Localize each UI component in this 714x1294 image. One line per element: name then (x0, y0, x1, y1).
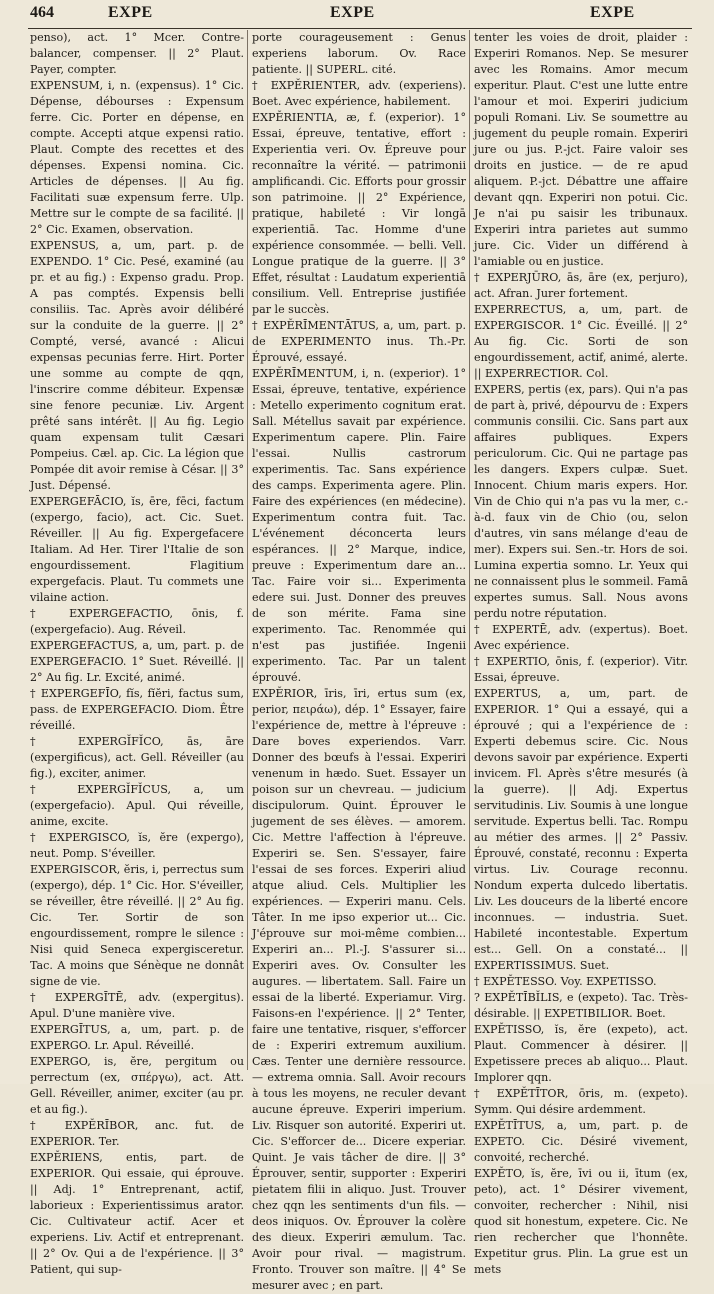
dictionary-entry: † EXPĔRĪMENTĀTUS, a, um, part. p. de EXPERIMENTO inus. Th.-Pr. Éprouvé, essayé. (252, 319, 466, 364)
dictionary-entry: † EXPERGĬFĬCO, ās, āre (expergificus), act. Gell. Réveiller (au fig.), exciter, animer. (30, 735, 244, 780)
dictionary-entry: † EXPERGĬFĬCUS, a, um (expergefacio). Apul. Qui réveille, anime, excite. (30, 783, 244, 828)
dictionary-entry: penso), act. 1° Mcer. Contre-balancer, compenser. || 2° Plaut. Payer, compter. (30, 31, 244, 76)
running-head-left: EXPE (108, 4, 153, 21)
dictionary-entry: † EXPERGEFACTIO, ōnis, f. (expergefacio). Aug. Réveil. (30, 607, 244, 636)
dictionary-entry: EXPĔRIOR, īris, īri, ertus sum (ex, perior, πειράω), dép. 1° Essayer, faire l'expérience de, mettre à l'épreuve : Dare boves experiendos. Varr. Donner des bœufs à l'essai. Experiri venenum in hædo. Suet. Essayer un poison sur un chevreau. — judicium discipulorum. Quint. Éprouver le jugement de ses élèves. — amorem. Cic. Mettre l'affection à l'épreuve. Experiri se. Sen. S'essayer, faire l'essai de ses forces. Experiri aliud atque aliud. Cels. Multiplier les expériences. — Experiri manu. Cels. Tâter. In me ipso experior ut... Cic. J'éprouve sur moi-même combien... Experiri an... Pl.-J. S'assurer si... Experiri aves. Ov. Consulter les augures. — libertatem. Sall. Faire un essai de la liberté. Experiamur. Virg. Faisons-en l'expérience. || 2° Tenter, faire une tentative, risquer, s'efforcer de : Experiri extremum auxilium. Cæs. Tenter une dernière ressource. — extrema omnia. Sall. Avoir recours à tous les moyens, ne reculer devant aucune épreuve. Experiri imperium. Liv. Risquer son autorité. Experiri ut. Cic. S'efforcer de... Dicere experiar. Quint. Je vais tâcher de dire. || 3° Éprouver, sentir, supporter : Experiri pietatem filii in aliquo. Just. Trouver chez qqn les sentiments d'un fils. — deos iniquos. Ov. Éprouver la colère des dieux. Experiri æmulum. Tac. Avoir pour rival. — magistrum. Fronto. Trouver son maître. || 4° Se mesurer avec ; en part. (252, 687, 466, 1292)
dictionary-entry: EXPERRECTUS, a, um, part. de EXPERGISCOR. 1° Cic. Éveillé. || 2° Au fig. Cic. Sorti de son engourdissement, actif, animé, alerte. || EXPERRECTIOR. Col. (474, 303, 688, 380)
page-header (30, 4, 690, 26)
page-number: 464 (30, 4, 54, 21)
dictionary-entry: tenter les voies de droit, plaider : Experiri Romanos. Nep. Se mesurer avec les Romains. Amor mecum experitur. Plaut. C'est une lutte entre l'amour et moi. Experiri judicium populi Romani. Liv. Se soumettre au jugement du peuple romain. Experiri jure ou jus. P.-jct. Faire valoir ses droits en justice. — de re apud aliquem. P.-jct. Débattre une affaire devant qqn. Experiri non potui. Cic. Je n'ai pu saisir les tribunaux. Experiri intra parietes aut summo jure. Cic. Vider un différend à l'amiable ou en justice. (474, 31, 688, 268)
dictionary-entry: EXPERS, pertis (ex, pars). Qui n'a pas de part à, privé, dépourvu de : Expers communis consilii. Cic. Sans part aux affaires publiques. Expers periculorum. Cic. Qui ne partage pas les dangers. Expers culpæ. Suet. Innocent. Chium maris expers. Hor. Vin de Chio qui n'a pas vu la mer, c.-à-d. faux vin de Chio (ou, selon d'autres, vin sans mélange d'eau de mer). Expers sui. Sen.-tr. Hors de soi. Lumina expertia somno. Lr. Yeux qui ne connaissent plus le sommeil. Famā expertes sumus. Sall. Nous avons perdu notre réputation. (474, 383, 689, 620)
dictionary-entry: ? EXPĔTĪBĬLIS, e (expeto). Tac. Très-désirable. || EXPETIBILIOR. Boet. (474, 991, 688, 1020)
header-rule (28, 28, 692, 29)
dictionary-entry: EXPERGISCOR, ĕris, i, perrectus sum (expergo), dép. 1° Cic. Hor. S'éveiller, se réveiller, être réveillé. || 2° Au fig. Cic. Ter. Sortir de son engourdissement, rompre le silence : Nisi quid Seneca expergisceretur. Tac. A moins que Sénèque ne donnât signe de vie. (30, 863, 244, 988)
dictionary-entry: porte courageusement : Genus experiens laborum. Ov. Race patiente. || SUPERL. cité. (252, 31, 466, 76)
dictionary-entry: † EXPĔTĪTOR, ōris, m. (expeto). Symm. Qui désire ardemment. (474, 1087, 688, 1116)
dictionary-entry: EXPĔTISSO, ĭs, ĕre (expeto), act. Plaut. Commencer à désirer. || Expetissere preces ab aliquo... Plaut. Implorer qqn. (474, 1023, 688, 1084)
dictionary-entry: EXPERGĪTUS, a, um, part. p. de EXPERGO. Lr. Apul. Réveillé. (30, 1023, 244, 1052)
column-divider (469, 30, 470, 1070)
column-left (30, 30, 244, 1276)
dictionary-entry: EXPERGO, is, ĕre, pergitum ou perrectum (ex, σπέργω), act. Att. Gell. Réveiller, animer, exciter (au pr. et au fig.). (30, 1055, 244, 1116)
dictionary-entry: † EXPERTIO, ōnis, f. (experior). Vitr. Essai, épreuve. (474, 655, 688, 684)
dictionary-entry: EXPĔRĪMENTUM, i, n. (experior). 1° Essai, épreuve, tentative, expérience : Metello experimento cognitum erat. Sall. Métellus savait par expérience. Experimentum capere. Plin. Faire l'essai. Nullis castrorum experimentis. Tac. Sans expérience des camps. Experimenta agere. Plin. Faire des expériences (en médecine). Experimentum contra fuit. Tac. L'événement déconcerta leurs espérances. || 2° Marque, indice, preuve : Experimentum dare an... Tac. Faire voir si... Experimenta edere sui. Just. Donner des preuves de son mérite. Fama sine experimento. Tac. Renommée qui n'est pas justifiée. Ingenii experimento. Tac. Par un talent éprouvé. (252, 367, 466, 684)
dictionary-entry: EXPERTUS, a, um, part. de EXPERIOR. 1° Qui a essayé, qui a éprouvé ; qui a l'expérience de : Experti debemus scire. Cic. Nous devons savoir par expérience. Experti invicem. Fl. Après s'être mesurés (à la guerre). || Adj. Expertus servitudinis. Liv. Soumis à une longue servitude. Expertus belli. Tac. Rompu au métier des armes. || 2° Passiv. Éprouvé, constaté, reconnu : Experta virtus. Liv. Courage reconnu. Nondum experta dulcedo libertatis. Liv. Les douceurs de la liberté encore inconnues. — industria. Suet. Habileté incontestable. Expertum est... Gell. On a constaté... || EXPERTISSIMUS. Suet. (474, 687, 688, 972)
dictionary-entry: EXPĔRIENS, entis, part. de EXPERIOR. Qui essaie, qui éprouve. || Adj. 1° Entreprenant, actif, laborieux : Experientissimus arator. Cic. Cultivateur actif. Acer et experiens. Liv. Actif et entreprenant. || 2° Ov. Qui a de l'expérience. || 3° Patient, qui sup- (30, 1151, 244, 1276)
column-middle (252, 30, 466, 1292)
dictionary-entry: † EXPERGEFĪO, fĭs, fĭĕri, factus sum, pass. de EXPERGEFACIO. Diom. Être réveillé. (30, 687, 244, 732)
dictionary-entry: EXPENSUM, i, n. (expensus). 1° Cic. Dépense, débourses : Expensum ferre. Cic. Porter en dépense, en compte. Accepti atque expensi ratio. Plaut. Compte des recettes et des dépenses. Expensi nomina. Cic. Articles de dépenses. || Au fig. Facilitati suæ expensum ferre. Ulp. Mettre sur le compte de sa facilité. || 2° Cic. Examen, observation. (30, 79, 244, 236)
dictionary-entry: EXPĔRIENTIA, æ, f. (experior). 1° Essai, épreuve, tentative, effort : Experientia veri. Ov. Épreuve pour reconnaître la vérité. — patrimonii amplificandi. Cic. Efforts pour grossir son patrimoine. || 2° Expérience, pratique, habileté : Vir longā experientiā. Tac. Homme d'une expérience consommée. — belli. Vell. Longue pratique de la guerre. || 3° Effet, résultat : Laudatum experientiā consilium. Vell. Entreprise justifiée par le succès. (252, 111, 466, 316)
running-head-center: EXPE (330, 4, 375, 21)
dictionary-entry: EXPENSUS, a, um, part. p. de EXPENDO. 1° Cic. Pesé, examiné (au pr. et au fig.) : Expenso gradu. Prop. A pas comptés. Expensis belli consiliis. Tac. Après avoir délibéré sur la conduite de la guerre. || 2° Compté, versé, avancé : Alicui expensas pecunias ferre. Hirt. Porter une somme au compte de qqn, l'inscrire comme débiteur. Expensæ sine fenore pecuniæ. Liv. Argent prêté sans intérêt. || Au fig. Legio quam expensam tulit Cæsari Pompeius. Cæl. ap. Cic. La légion que Pompée dit avoir remise à César. || 3° Just. Dépensé. (30, 239, 244, 492)
column-divider (247, 30, 248, 1070)
dictionary-entry: † EXPĔRĪBOR, anc. fut. de EXPERIOR. Ter. (30, 1119, 244, 1148)
dictionary-entry: EXPERGEFACTUS, a, um, part. p. de EXPERGEFACIO. 1° Suet. Réveillé. || 2° Au fig. Lr. Excité, animé. (30, 639, 244, 684)
dictionary-entry: EXPERGEFĀCIO, ĭs, ēre, fēci, factum (expergo, facio), act. Cic. Suet. Réveiller. || Au fig. Expergefacere Italiam. Ad Her. Tirer l'Italie de son engourdissement. Flagitium expergefacis. Plaut. Tu commets une vilaine action. (30, 495, 244, 604)
dictionary-entry: EXPĔTO, ĭs, ĕre, īvi ou ii, ītum (ex, peto), act. 1° Désirer vivement, convoiter, rechercher : Nihil, nisi quod sit honestum, expetere. Cic. Ne rien rechercher que l'honnête. Expetitur grus. Plin. La grue est un mets (474, 1167, 688, 1276)
dictionary-entry: † EXPERGISCO, ĭs, ĕre (expergo), neut. Pomp. S'éveiller. (30, 831, 244, 860)
dictionary-entry: † EXPERJŪRO, ās, āre (ex, perjuro), act. Afran. Jurer fortement. (474, 271, 688, 300)
dictionary-entry: EXPĔTĪTUS, a, um, part. p. de EXPETO. Cic. Désiré vivement, convoité, recherché. (474, 1119, 688, 1164)
dictionary-entry: † EXPĔTESSO. Voy. EXPETISSO. (474, 975, 657, 988)
running-head-right: EXPE (590, 4, 635, 21)
dictionary-entry: † EXPERGĪTĒ, adv. (expergitus). Apul. D'une manière vive. (30, 991, 244, 1020)
dictionary-entry: † EXPERTĒ, adv. (expertus). Boet. Avec expérience. (474, 623, 688, 652)
column-right (474, 30, 689, 1276)
dictionary-entry: † EXPĔRIENTER, adv. (experiens). Boet. Avec expérience, habilement. (252, 79, 466, 108)
